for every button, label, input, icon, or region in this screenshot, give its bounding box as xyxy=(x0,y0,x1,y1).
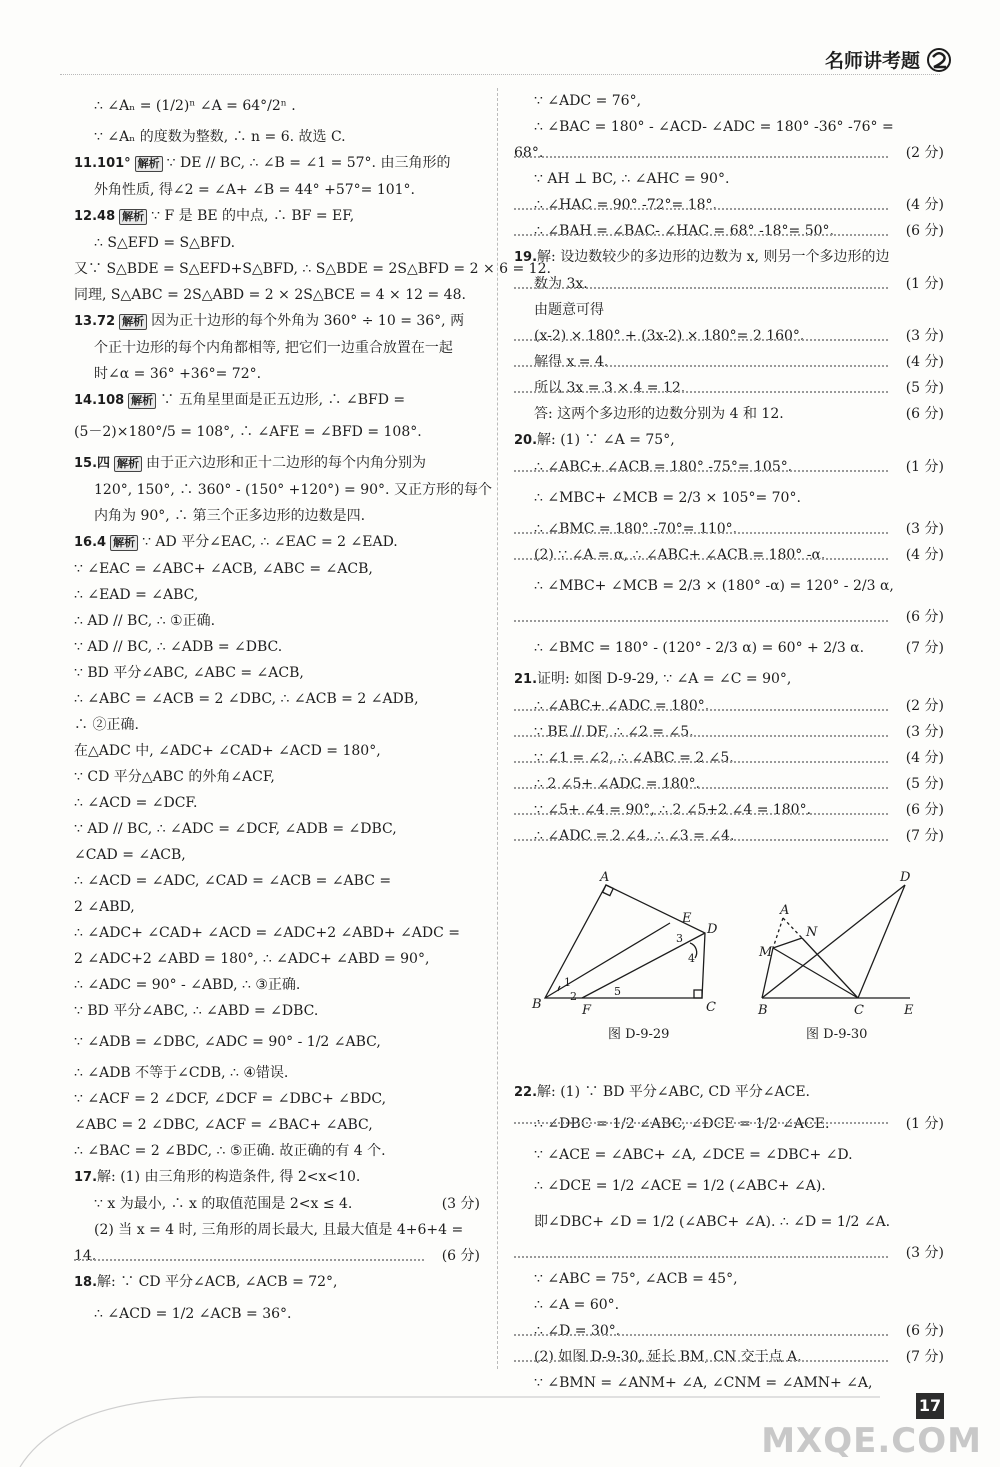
line-text: 答: 这两个多边形的边数分别为 4 和 12. xyxy=(534,406,784,422)
leader-dots xyxy=(514,339,888,341)
question-number: 19. xyxy=(514,250,538,265)
solution-line xyxy=(74,177,480,203)
line-text: 解: (1) ∵ BD 平分∠ABC, CD 平分∠ACE. xyxy=(537,1084,811,1100)
figure-d-9-29-labels xyxy=(531,870,718,1042)
line-text: ∵ ∠ACF = 2 ∠DCF, ∠DCF = ∠DBC+ ∠BDC, xyxy=(74,1091,387,1107)
solution-line xyxy=(514,166,944,192)
line-text: 外角性质, 得∠2 = ∠A+ ∠B = 44° +57°= 101°. xyxy=(94,182,416,198)
line-text: ∵ ∠ACE = ∠ABC+ ∠A, ∠DCE = ∠DBC+ ∠D. xyxy=(534,1147,853,1163)
leader-dots xyxy=(514,709,888,711)
score-points: (4 分) xyxy=(905,547,944,563)
line-text: ∴ ∠ABC+ ∠ADC = 180°. xyxy=(534,698,710,714)
line-text: 同理, S△ABC = 2S△ABD = 2 × 2S△BCE = 4 × 12 = 48. xyxy=(74,287,466,303)
line-text: ∴ ∠ADB 不等于∠CDB, ∴ ④错误. xyxy=(74,1065,289,1081)
solution-line xyxy=(514,401,944,427)
line-text: (2) ∵ ∠A = α, ∴ ∠ABC+ ∠ACB = 180° -α. xyxy=(534,547,826,563)
line-text: 68°. xyxy=(514,145,544,161)
leader-dots xyxy=(514,234,888,236)
line-text: ∴ ∠ADC = 90° - ∠ABD, ∴ ③正确. xyxy=(74,977,301,993)
score-points: (3 分) xyxy=(905,1245,944,1261)
fig1-angle-4: 4 xyxy=(688,952,695,965)
score-points: (1 分) xyxy=(905,1116,944,1132)
solution-line xyxy=(74,1024,480,1060)
solution-line xyxy=(74,1296,480,1332)
solution-line xyxy=(514,1106,944,1142)
solution-line xyxy=(74,764,480,790)
answer-value: 101° xyxy=(97,156,131,171)
brand-logo-icon xyxy=(926,47,952,73)
score-points: (4 分) xyxy=(905,750,944,766)
solution-line xyxy=(74,946,480,972)
line-text: ∵ AD // BC, ∴ ∠ADC = ∠DCF, ∠ADB = ∠DBC, xyxy=(74,821,397,837)
leader-dots xyxy=(514,208,888,210)
fig1-label-c: C xyxy=(706,1000,716,1015)
solution-line xyxy=(74,387,480,414)
analysis-tag: 解析 xyxy=(128,393,156,409)
question-number: 20. xyxy=(514,433,538,448)
solution-line xyxy=(74,203,480,230)
line-text: ∴ ∠ADC = 2 ∠4. ∴ ∠3 = ∠4. xyxy=(534,828,735,844)
line-text: ∵ ∠Aₙ 的度数为整数, ∴ n = 6. 故选 C. xyxy=(94,129,346,145)
line-text: 解: ∵ CD 平分∠ACB, ∠ACB = 72°, xyxy=(97,1274,338,1290)
line-text: (x-2) × 180° + (3x-2) × 180°= 2 160°. xyxy=(534,328,805,344)
question-number: 21. xyxy=(514,672,538,687)
line-text: (2) 如图 D-9-30, 延长 BM, CN 交于点 A. xyxy=(534,1349,802,1365)
solution-line xyxy=(514,349,944,375)
solution-line xyxy=(514,244,944,271)
solution-line xyxy=(514,719,944,745)
line-text: ∵ CD 平分△ABC 的外角∠ACF, xyxy=(74,769,275,785)
solution-line xyxy=(514,1240,944,1266)
line-text: ∵ DE // BC, ∴ ∠B = ∠1 = 57°. 由三角形的 xyxy=(166,155,451,171)
solution-line xyxy=(514,1204,944,1240)
score-points: (3 分) xyxy=(905,328,944,344)
line-text: 即∠DBC+ ∠D = 1/2 (∠ABC+ ∠A). ∴ ∠D = 1/2 ∠A. xyxy=(534,1214,891,1230)
solution-line xyxy=(74,1269,480,1296)
question-number: 14. xyxy=(74,393,98,408)
solution-line xyxy=(74,1217,480,1243)
fig1-angle-3: 3 xyxy=(676,932,683,945)
line-text: ∴ S△EFD = S△BFD. xyxy=(94,235,236,251)
leader-dots xyxy=(514,761,888,763)
line-text: ∵ 五角星里面是正五边形, ∴ ∠BFD = xyxy=(160,392,406,408)
analysis-tag: 解析 xyxy=(114,456,142,472)
score-points: (2 分) xyxy=(905,698,944,714)
line-text: 数为 3x. xyxy=(534,276,588,292)
solution-line xyxy=(514,297,944,323)
line-text: ∴ ∠BMC = 180° -70°= 110°. xyxy=(534,521,738,537)
fig2-label-n: N xyxy=(806,925,818,940)
solution-line xyxy=(74,660,480,686)
solution-line xyxy=(514,1142,944,1168)
fig1-label-d: D xyxy=(707,922,718,937)
line-text: 又∵ S△BDE = S△EFD+S△BFD, ∴ S△BDE = 2S△BFD = 2 × 6 = 12. xyxy=(74,261,551,277)
answer-value: 4 xyxy=(97,535,107,550)
analysis-tag: 解析 xyxy=(119,314,147,330)
solution-line xyxy=(74,816,480,842)
fig1-angle-2: 2 xyxy=(570,990,577,1003)
score-points: (5 分) xyxy=(905,776,944,792)
line-text: 证明: 如图 D-9-29, ∵ ∠A = ∠C = 90°, xyxy=(537,671,792,687)
leader-dots xyxy=(514,620,888,622)
line-text: ∴ 2 ∠5+ ∠ADC = 180°. xyxy=(534,776,701,792)
line-text: ∴ ∠DCE = 1/2 ∠ACE = 1/2 (∠ABC+ ∠A). xyxy=(534,1178,826,1194)
leader-dots xyxy=(514,156,888,158)
solution-line xyxy=(74,335,480,361)
watermark: MXQE.COM xyxy=(761,1421,982,1461)
score-points: (7 分) xyxy=(905,1349,944,1365)
header-divider xyxy=(60,74,940,75)
line-text: ∴ ∠D = 30°. xyxy=(534,1323,621,1339)
solution-line xyxy=(514,568,944,604)
leader-dots xyxy=(514,813,888,815)
solution-line xyxy=(514,114,944,140)
leader-dots xyxy=(514,735,888,737)
line-text: 个正十边形的每个内角都相等, 把它们一边重合放置在一起 xyxy=(94,340,453,356)
solution-line xyxy=(74,582,480,608)
line-text: 由于正六边形和正十二边形的每个内角分别为 xyxy=(146,455,427,471)
solution-line xyxy=(514,516,944,542)
score-points: (6 分) xyxy=(905,406,944,422)
line-text: 内角为 90°, ∴ 第三个正多边形的边数是四. xyxy=(94,508,366,524)
solution-line xyxy=(514,797,944,823)
line-text: 解: (1) ∵ ∠A = 75°, xyxy=(537,432,675,448)
fig2-label-d: D xyxy=(900,870,911,885)
line-text: ∠ABC = 2 ∠DBC, ∠ACF = ∠BAC+ ∠ABC, xyxy=(74,1117,373,1133)
solution-line xyxy=(74,477,492,503)
line-text: ∵ ∠ADC = 76°, xyxy=(534,93,642,109)
line-text: ∴ ∠ABC = ∠ACB = 2 ∠DBC, ∴ ∠ACB = 2 ∠ADB, xyxy=(74,691,419,707)
solution-line xyxy=(74,1138,480,1164)
line-text: ∵ BD 平分∠ABC, ∴ ∠ABD = ∠DBC. xyxy=(74,1003,319,1019)
header-brand xyxy=(825,46,952,73)
line-text: ∵ ∠1 = ∠2, ∴ ∠ABC = 2 ∠5. xyxy=(534,750,734,766)
leader-dots xyxy=(514,287,888,289)
solution-line xyxy=(74,308,480,335)
solution-line xyxy=(74,230,480,256)
solution-line xyxy=(514,1079,944,1106)
leader-dots xyxy=(514,532,888,534)
solution-line xyxy=(514,271,944,297)
score-points: (6 分) xyxy=(905,1323,944,1339)
solution-line xyxy=(74,920,480,946)
score-points: (4 分) xyxy=(905,197,944,213)
column-divider xyxy=(497,88,498,1369)
solution-line xyxy=(514,427,944,454)
solution-line xyxy=(514,630,944,666)
solution-line xyxy=(514,375,944,401)
line-text: ∴ ∠A = 60°. xyxy=(534,1297,620,1313)
solution-line xyxy=(514,693,944,719)
line-text: ∵ F 是 BE 的中点, ∴ BF = EF, xyxy=(151,208,355,224)
brand-title: 名师讲考题 xyxy=(824,50,920,72)
fig1-label-a: A xyxy=(600,870,610,885)
fig1-label-f: F xyxy=(582,1003,592,1018)
line-text: ∴ ∠BMC = 180° - (120° - 2/3 α) = 60° + 2/3 α. xyxy=(534,640,865,656)
score-points: (5 分) xyxy=(905,380,944,396)
leader-dots xyxy=(514,470,888,472)
fig2-label-c: C xyxy=(854,1003,864,1018)
solution-line xyxy=(74,712,480,738)
solution-line xyxy=(74,608,480,634)
solution-line xyxy=(74,450,480,477)
solution-line xyxy=(74,1243,480,1269)
question-number: 18. xyxy=(74,1275,98,1290)
solution-line xyxy=(74,686,480,712)
line-text: ∵ BD 平分∠ABC, ∠ABC = ∠ACB, xyxy=(74,665,304,681)
score-points: (1 分) xyxy=(905,276,944,292)
solution-line xyxy=(514,88,944,114)
question-number: 16. xyxy=(74,535,98,550)
line-text: ∴ ∠Aₙ = (1/2)ⁿ ∠A = 64°/2ⁿ . xyxy=(94,98,296,114)
fig1-angle-1: 1 xyxy=(564,976,571,989)
line-text: ∵ AH ⊥ BC, ∴ ∠AHC = 90°. xyxy=(534,171,730,187)
answer-value: 48 xyxy=(97,209,116,224)
line-text: ∵ ∠BMN = ∠ANM+ ∠A, ∠CNM = ∠AMN+ ∠A, xyxy=(534,1375,873,1391)
score-points: (3 分) xyxy=(905,521,944,537)
fig2-label-a: A xyxy=(780,903,790,918)
line-text: ∴ AD // BC, ∴ ①正确. xyxy=(74,613,216,629)
fig2-caption: 图 D-9-30 xyxy=(806,1027,868,1042)
line-text: ∴ ∠EAD = ∠ABC, xyxy=(74,587,199,603)
line-text: ∴ ∠ACD = 1/2 ∠ACB = 36°. xyxy=(94,1306,292,1322)
line-text: ∴ ∠ABC+ ∠ACB = 180° -75°= 105°. xyxy=(534,459,793,475)
line-text: 解得 x = 4. xyxy=(534,354,609,370)
line-text: 所以 3x = 3 × 4 = 12. xyxy=(534,380,686,396)
line-text: 2 ∠ABD, xyxy=(74,899,135,915)
line-text: ∴ ∠BAC = 180° - ∠ACD- ∠ADC = 180° -36° -76° = xyxy=(534,119,894,135)
score-points: (6 分) xyxy=(441,1248,480,1264)
solution-line xyxy=(74,1164,480,1191)
score-points: (6 分) xyxy=(905,802,944,818)
answer-value: 四 xyxy=(97,456,111,471)
solution-line xyxy=(74,790,480,816)
line-text: ∵ BE // DF, ∴ ∠2 = ∠5. xyxy=(534,724,694,740)
line-text: ∵ AD 平分∠EAC, ∴ ∠EAC = 2 ∠EAD. xyxy=(142,534,398,550)
solution-line xyxy=(74,894,480,920)
answer-value: 72 xyxy=(97,314,116,329)
solution-line xyxy=(514,454,944,480)
line-text: ∵ ∠5+ ∠4 = 90°, ∴ 2 ∠5+2 ∠4 = 180°. xyxy=(534,802,812,818)
line-text: ∴ ∠ADC+ ∠CAD+ ∠ACD = ∠ADC+2 ∠ABD+ ∠ADC = xyxy=(74,925,461,941)
figure-d-9-30 xyxy=(762,885,910,998)
leader-dots xyxy=(514,1256,888,1258)
question-number: 22. xyxy=(514,1085,538,1100)
analysis-tag: 解析 xyxy=(119,209,147,225)
solution-line xyxy=(514,745,944,771)
line-text: (2) 当 x = 4 时, 三角形的周长最大, 且最大值是 4+6+4 = xyxy=(94,1222,464,1238)
score-points: (3 分) xyxy=(441,1196,480,1212)
line-text: ∵ ∠EAC = ∠ABC+ ∠ACB, ∠ABC = ∠ACB, xyxy=(74,561,373,577)
solution-line xyxy=(514,192,944,218)
score-points: (2 分) xyxy=(905,145,944,161)
leader-dots xyxy=(514,558,888,560)
solution-line xyxy=(514,140,944,166)
line-text: ∴ ∠HAC = 90° -72°= 18°. xyxy=(534,197,718,213)
solution-line xyxy=(74,503,480,529)
line-text: ∴ ∠ACD = ∠ADC, ∠CAD = ∠ACB = ∠ABC = xyxy=(74,873,392,889)
page-number: 17 xyxy=(916,1393,944,1419)
line-text: 120°, 150°, ∴ 360° - (150° +120°) = 90°. 又正方形的每个 xyxy=(94,482,492,498)
question-number: 12. xyxy=(74,209,98,224)
line-text: 在△ADC 中, ∠ADC+ ∠CAD+ ∠ACD = 180°, xyxy=(74,743,381,759)
solution-line xyxy=(74,88,480,124)
solution-line xyxy=(74,842,480,868)
line-text: 因为正十边形的每个外角为 360° ÷ 10 = 36°, 两 xyxy=(151,313,465,329)
score-points: (6 分) xyxy=(905,223,944,239)
fig2-label-b: B xyxy=(758,1003,768,1018)
solution-line xyxy=(74,634,480,660)
line-text: 时∠α = 36° +36°= 72°. xyxy=(94,366,262,382)
analysis-tag: 解析 xyxy=(110,535,138,551)
solution-line xyxy=(514,218,944,244)
line-text: ∵ ∠ADB = ∠DBC, ∠ADC = 90° - 1/2 ∠ABC, xyxy=(74,1034,381,1050)
line-text: ∵ x 为最小, ∴ x 的取值范围是 2<x ≤ 4. xyxy=(94,1196,353,1212)
solution-line xyxy=(74,738,480,764)
solution-line xyxy=(74,1086,480,1112)
solution-line xyxy=(514,1318,944,1344)
line-text: 解: 设边数较少的多边形的边数为 x, 则另一个多边形的边 xyxy=(537,249,890,265)
line-text: 解: (1) 由三角形的构造条件, 得 2<x<10. xyxy=(97,1169,361,1185)
solution-line xyxy=(514,542,944,568)
solution-line xyxy=(514,666,944,693)
solution-line xyxy=(74,1112,480,1138)
solution-line xyxy=(514,1266,944,1292)
score-points: (1 分) xyxy=(905,459,944,475)
question-number: 15. xyxy=(74,456,98,471)
score-points: (3 分) xyxy=(905,724,944,740)
solution-line xyxy=(514,480,944,516)
line-text: ∠CAD = ∠ACB, xyxy=(74,847,186,863)
solution-line xyxy=(514,604,944,630)
line-text: ∵ ∠ABC = 75°, ∠ACB = 45°, xyxy=(534,1271,738,1287)
solution-line xyxy=(514,323,944,349)
solution-line xyxy=(74,282,480,308)
line-text: ∴ ②正确. xyxy=(74,717,139,733)
line-text: ∴ ∠MBC+ ∠MCB = 2/3 × 105°= 70°. xyxy=(534,490,801,506)
solution-line xyxy=(74,361,480,387)
solution-line xyxy=(514,823,944,849)
line-text: 14. xyxy=(74,1248,97,1264)
solution-line xyxy=(74,1191,480,1217)
analysis-tag: 解析 xyxy=(135,156,163,172)
question-number: 17. xyxy=(74,1170,98,1185)
score-points: (7 分) xyxy=(905,828,944,844)
solution-line xyxy=(514,1168,944,1204)
leader-dots xyxy=(514,1122,888,1124)
solution-line xyxy=(514,771,944,797)
leader-dots xyxy=(514,787,888,789)
leader-dots xyxy=(74,1259,424,1261)
line-text: ∴ ∠DBC = 1/2 ∠ABC, ∠DCE = 1/2 ∠ACE. xyxy=(534,1116,830,1132)
question-number: 13. xyxy=(74,314,98,329)
solution-line xyxy=(74,556,480,582)
solution-line xyxy=(74,868,480,894)
fig2-label-e: E xyxy=(904,1003,914,1018)
line-text: ∴ ∠BAH = ∠BAC- ∠HAC = 68° -18°= 50°. xyxy=(534,223,834,239)
line-text: ∴ ∠BAC = 2 ∠BDC, ∴ ⑤正确. 故正确的有 4 个. xyxy=(74,1143,386,1159)
solution-line xyxy=(74,1060,480,1086)
answer-value: 108 xyxy=(97,393,125,408)
solution-line xyxy=(74,124,480,150)
fig1-caption: 图 D-9-29 xyxy=(608,1027,670,1042)
fig2-label-m: M xyxy=(759,945,773,960)
fig1-angle-5: 5 xyxy=(614,985,621,998)
leader-dots xyxy=(514,391,888,393)
leader-dots xyxy=(514,1334,888,1336)
score-points: (6 分) xyxy=(905,609,944,625)
leader-dots xyxy=(514,839,888,841)
line-text: ∵ AD // BC, ∴ ∠ADB = ∠DBC. xyxy=(74,639,283,655)
right-column xyxy=(514,88,944,849)
solution-line xyxy=(74,414,480,450)
solution-line xyxy=(74,150,480,177)
line-text: 由题意可得 xyxy=(534,302,604,318)
line-text: ∴ ∠ACD = ∠DCF. xyxy=(74,795,198,811)
line-text: 2 ∠ADC+2 ∠ABD = 180°, ∴ ∠ADC+ ∠ABD = 90°, xyxy=(74,951,430,967)
solution-line xyxy=(514,1292,944,1318)
leader-dots xyxy=(514,365,888,367)
line-text: ∴ ∠MBC+ ∠MCB = 2/3 × (180° -α) = 120° - 2/3 α, xyxy=(534,578,894,594)
fig1-label-b: B xyxy=(532,997,542,1012)
line-text: (5－2)×180°/5 = 108°, ∴ ∠AFE = ∠BFD = 108°. xyxy=(74,424,422,440)
solution-line xyxy=(74,998,480,1024)
score-points: (7 分) xyxy=(905,640,944,656)
fig1-label-e: E xyxy=(682,911,692,926)
solution-line xyxy=(74,529,480,556)
score-points: (4 分) xyxy=(905,354,944,370)
geometry-figures xyxy=(530,868,950,1048)
solution-line xyxy=(74,972,480,998)
right-column-continued xyxy=(514,1079,944,1396)
question-number: 11. xyxy=(74,156,98,171)
